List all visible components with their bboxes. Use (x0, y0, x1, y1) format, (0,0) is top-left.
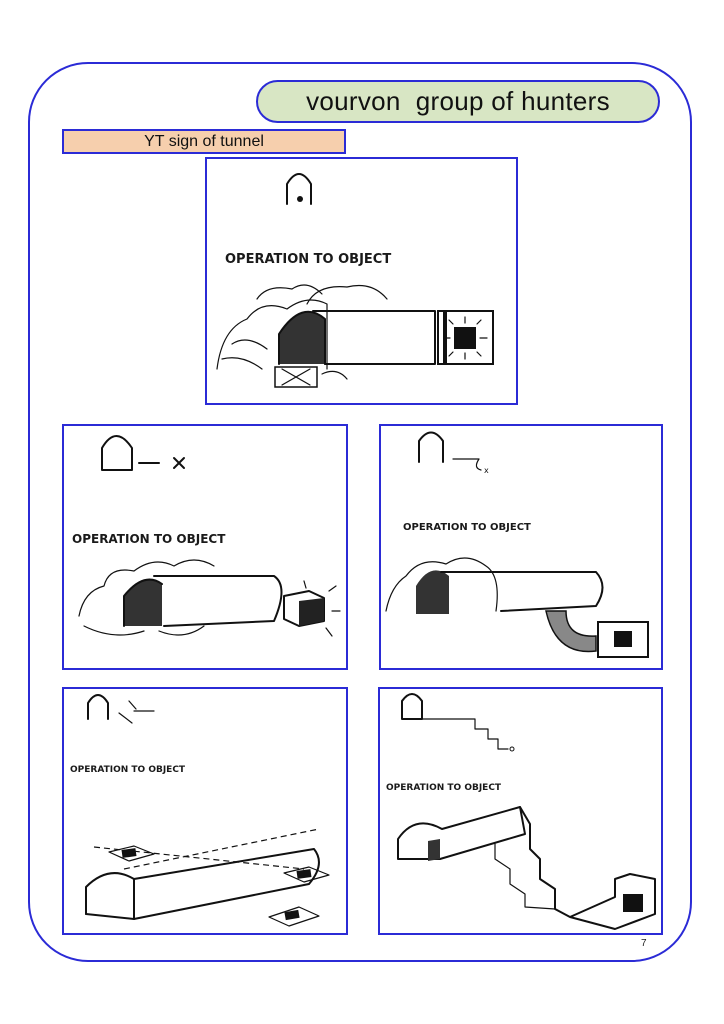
tunnel-sketch-5 (380, 689, 665, 937)
section-label (62, 129, 346, 154)
panel-caption: OPERATION TO OBJECT (72, 532, 226, 546)
sketch-panel-tunnel-cube (62, 424, 348, 670)
sketch-panel-tunnel-stairs (378, 687, 663, 935)
tunnel-sketch-3 (381, 426, 665, 672)
panel-caption: OPERATION TO OBJECT (225, 252, 392, 267)
page-number: 7 (641, 938, 647, 949)
sketch-panel-tunnel-with-box (205, 157, 518, 405)
tunnel-sketch-2 (64, 426, 350, 672)
panel-caption: OPERATION TO OBJECT (386, 783, 502, 793)
sketch-panel-tunnel-underground-box (379, 424, 663, 670)
page-title (256, 80, 660, 123)
tunnel-sketch-1 (207, 159, 520, 407)
sketch-panel-tunnel-three-boxes (62, 687, 348, 935)
section-label-text: YT sign of tunnel (144, 132, 264, 150)
tunnel-sketch-4 (64, 689, 350, 937)
panel-caption: OPERATION TO OBJECT (70, 765, 186, 775)
page-title-text: vourvon group of hunters (306, 86, 610, 116)
panel-caption: OPERATION TO OBJECT (403, 522, 531, 533)
svg-text:x: x (484, 466, 489, 475)
